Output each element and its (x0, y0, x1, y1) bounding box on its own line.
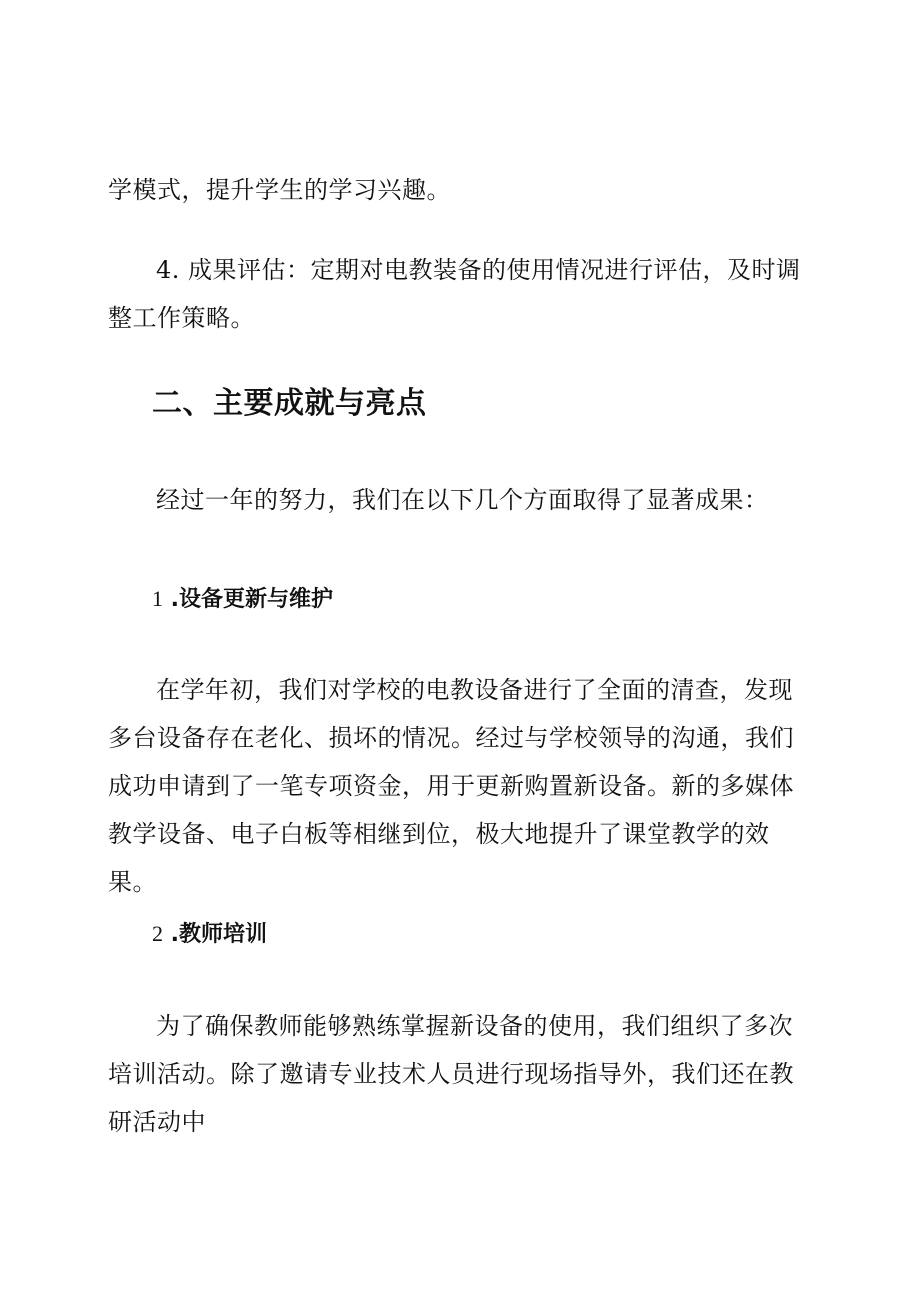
subheading-training (152, 918, 267, 951)
paragraph-continuation: 学模式，提升学生的学习兴趣。 (108, 176, 451, 204)
section-heading: 二、主要成就与亮点 (152, 386, 427, 421)
subheading-number: 2 (152, 921, 163, 946)
subheading-text: .教师培训 (170, 922, 268, 947)
subheading-equipment (152, 583, 333, 616)
subheading-number: 1 (152, 586, 163, 611)
paragraph-training: 为了确保教师能够熟练掌握新设备的使用，我们组织了多次培训活动。除了邀请专业技术人员进行现场指导外，我们还在教研活动中 (108, 1012, 794, 1136)
paragraph-intro: 经过一年的努力，我们在以下几个方面取得了显著成果： (156, 486, 769, 514)
paragraph-item-4: 4. 成果评估：定期对电教装备的使用情况进行评估，及时调整工作策略。 (108, 256, 801, 332)
paragraph-equipment: 在学年初，我们对学校的电教设备进行了全面的清查，发现多台设备存在老化、损坏的情况。经过与学校领导的沟通，我们成功申请到了一笔专项资金，用于更新购置新设备。新的多媒体教学设备、电子白板等相继到位，极大地提升了课堂教学的效果。 (108, 676, 794, 896)
subheading-text: .设备更新与维护 (170, 587, 334, 612)
